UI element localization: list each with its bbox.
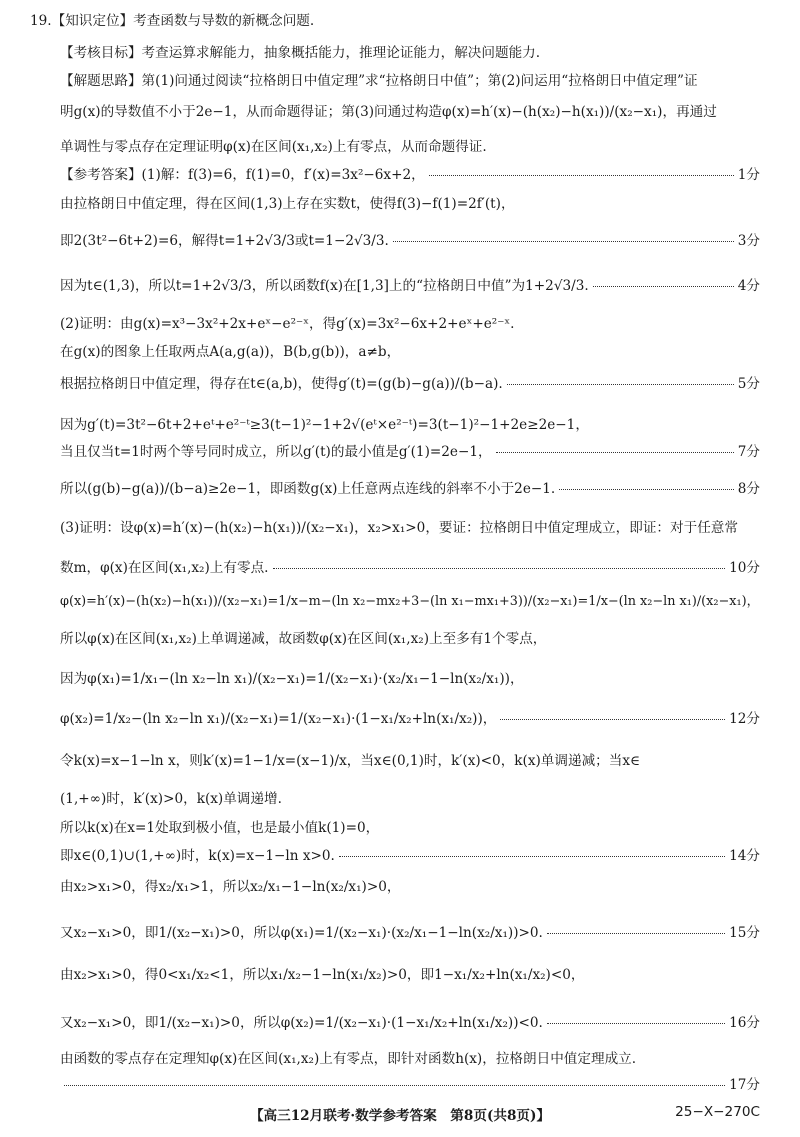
dot-leader [64, 1085, 725, 1086]
text-line [60, 315, 760, 333]
dot-leader [339, 856, 725, 857]
score-label: 17分 [729, 1077, 760, 1093]
text-line [60, 103, 760, 121]
line-text: 由拉格朗日中值定理，得在区间(1,3)上存在实数t，使得f(3)−f(1)=2f′(t)， [60, 196, 515, 212]
line-text: 数m，φ(x)在区间(x₁,x₂)上有零点. [60, 560, 269, 576]
text-line [60, 847, 760, 865]
line-text: (2)证明：由g(x)=x³−3x²+2x+eˣ−e²⁻ˣ，得g′(x)=3x²−6x+2+eˣ+e²⁻ˣ. [60, 316, 515, 332]
line-text: 又x₂−x₁>0，即1/(x₂−x₁)>0，所以φ(x₂)=1/(x₂−x₁)·(1−x₁/x₂+ln(x₁/x₂))<0. [60, 1015, 543, 1031]
text-line [60, 44, 760, 62]
score-label: 8分 [737, 481, 760, 497]
score-label: 5分 [737, 376, 760, 392]
score-label: 7分 [737, 444, 760, 460]
score-label: 4分 [737, 278, 760, 294]
line-text: 所以k(x)在x=1处取到极小值，也是最小值k(1)=0， [60, 820, 380, 836]
line-text: 由x₂>x₁>0，得x₂/x₁>1，所以x₂/x₁−1−ln(x₂/x₁)>0， [60, 879, 401, 895]
text-line [60, 343, 760, 361]
line-text: 【考核目标】考查运算求解能力，抽象概括能力，推理论证能力，解决问题能力. [60, 45, 541, 61]
line-text: φ(x)=h′(x)−(h(x₂)−h(x₁))/(x₂−x₁)=1/x−m−(ln x₂−mx₂+3−(ln x₁−mx₁+3))/(x₂−x₁)=1/x−(ln x₂−ln x₁)/(x₂−x₁)， [60, 594, 760, 609]
line-text: 又x₂−x₁>0，即1/(x₂−x₁)>0，所以φ(x₁)=1/(x₂−x₁)·(x₂/x₁−1−ln(x₂/x₁))>0. [60, 925, 543, 941]
text-line [60, 593, 760, 611]
line-text: 由x₂>x₁>0，得0<x₁/x₂<1，所以x₁/x₂−1−ln(x₁/x₂)>0，即1−x₁/x₂+ln(x₁/x₂)<0， [60, 967, 585, 983]
text-line [60, 752, 760, 770]
dot-leader [500, 719, 725, 720]
footer-title: 【高三12月联考·数学参考答案 第8页(共8页)】 [249, 1108, 551, 1124]
dot-leader [547, 933, 725, 934]
text-line [60, 966, 760, 984]
dot-leader [593, 286, 734, 287]
line-text: 令k(x)=x−1−ln x，则k′(x)=1−1/x=(x−1)/x，当x∈(0,1)时，k′(x)<0，k(x)单调递减；当x∈ [60, 753, 641, 769]
score-label: 16分 [729, 1015, 760, 1031]
page-footer [0, 1104, 800, 1124]
dot-leader [273, 568, 726, 569]
text-line [60, 138, 760, 156]
line-text: 【解题思路】第(1)问通过阅读“拉格朗日中值定理”求“拉格朗日中值”；第(2)问运用“拉格朗日中值定理”证 [60, 73, 698, 89]
dot-leader [496, 452, 734, 453]
text-line [60, 277, 760, 295]
text-line [60, 630, 760, 648]
line-text: φ(x₂)=1/x₂−(ln x₂−ln x₁)/(x₂−x₁)=1/(x₂−x₁)·(1−x₁/x₂+ln(x₁/x₂))， [60, 711, 497, 727]
score-label: 3分 [737, 233, 760, 249]
dot-leader [429, 175, 734, 176]
text-line [30, 12, 760, 30]
score-label: 15分 [729, 925, 760, 941]
dot-leader [547, 1023, 725, 1024]
score-label: 1分 [737, 167, 760, 183]
line-text: 因为t∈(1,3)，所以t=1+2√3/3，所以函数f(x)在[1,3]上的“拉格朗日中值”为1+2√3/3. [60, 278, 589, 294]
text-line [60, 1014, 760, 1032]
line-text: 因为φ(x₁)=1/x₁−(ln x₂−ln x₁)/(x₂−x₁)=1/(x₂−x₁)·(x₂/x₁−1−ln(x₂/x₁))， [60, 671, 524, 687]
text-line [60, 790, 760, 808]
text-line [60, 559, 760, 577]
text-line [60, 878, 760, 896]
line-text: 所以φ(x)在区间(x₁,x₂)上单调递减，故函数φ(x)在区间(x₁,x₂)上至多有1个零点， [60, 631, 547, 647]
line-text: 【参考答案】(1)解：f(3)=6，f(1)=0，f′(x)=3x²−6x+2， [60, 167, 425, 183]
text-line [60, 232, 760, 250]
text-line [60, 166, 760, 184]
text-line [60, 416, 760, 434]
line-text: 19.【知识定位】考查函数与导数的新概念问题. [30, 13, 315, 29]
text-line [60, 195, 760, 213]
line-text: 所以(g(b)−g(a))/(b−a)≥2e−1，即函数g(x)上任意两点连线的斜率不小于2e−1. [60, 481, 556, 497]
text-line [60, 819, 760, 837]
text-line [60, 670, 760, 688]
line-text: 明g(x)的导数值不小于2e−1，从而命题得证；第(3)问通过构造φ(x)=h′(x)−(h(x₂)−h(x₁))/(x₂−x₁)，再通过 [60, 104, 717, 120]
footer-code: 25−X−270C [675, 1104, 760, 1120]
line-text: 根据拉格朗日中值定理，得存在t∈(a,b)，使得g′(t)=(g(b)−g(a))/(b−a). [60, 376, 503, 392]
line-text: 在g(x)的图象上任取两点A(a,g(a))，B(b,g(b))，a≠b， [60, 344, 401, 360]
dot-leader [507, 384, 734, 385]
dot-leader [393, 241, 734, 242]
text-line [60, 72, 760, 90]
text-line [60, 710, 760, 728]
line-text: 由函数的零点存在定理知φ(x)在区间(x₁,x₂)上有零点，即针对函数h(x)，拉格朗日中值定理成立. [60, 1051, 637, 1067]
line-text: 单调性与零点存在定理证明φ(x)在区间(x₁,x₂)上有零点，从而命题得证. [60, 139, 487, 155]
score-label: 10分 [729, 560, 760, 576]
line-text: 即2(3t²−6t+2)=6，解得t=1+2√3/3或t=1−2√3/3. [60, 233, 389, 249]
text-line [60, 1050, 760, 1068]
line-text: 当且仅当t=1时两个等号同时成立，所以g′(t)的最小值是g′(1)=2e−1， [60, 444, 492, 460]
text-line [60, 480, 760, 498]
line-text: 因为g′(t)=3t²−6t+2+eᵗ+e²⁻ᵗ≥3(t−1)²−1+2√(eᵗ×e²⁻ᵗ)=3(t−1)²−1+2e≥2e−1， [60, 417, 589, 433]
text-line [60, 924, 760, 942]
text-line [60, 1076, 760, 1094]
text-line [60, 375, 760, 393]
line-text: 即x∈(0,1)∪(1,+∞)时，k(x)=x−1−ln x>0. [60, 848, 335, 864]
text-line [60, 519, 760, 537]
dot-leader [559, 489, 734, 490]
line-text: (1,+∞)时，k′(x)>0，k(x)单调递增. [60, 791, 282, 807]
score-label: 12分 [729, 711, 760, 727]
text-line [60, 443, 760, 461]
score-label: 14分 [729, 848, 760, 864]
line-text: (3)证明：设φ(x)=h′(x)−(h(x₂)−h(x₁))/(x₂−x₁)，x₂>x₁>0，要证：拉格朗日中值定理成立，即证：对于任意常 [60, 520, 738, 536]
